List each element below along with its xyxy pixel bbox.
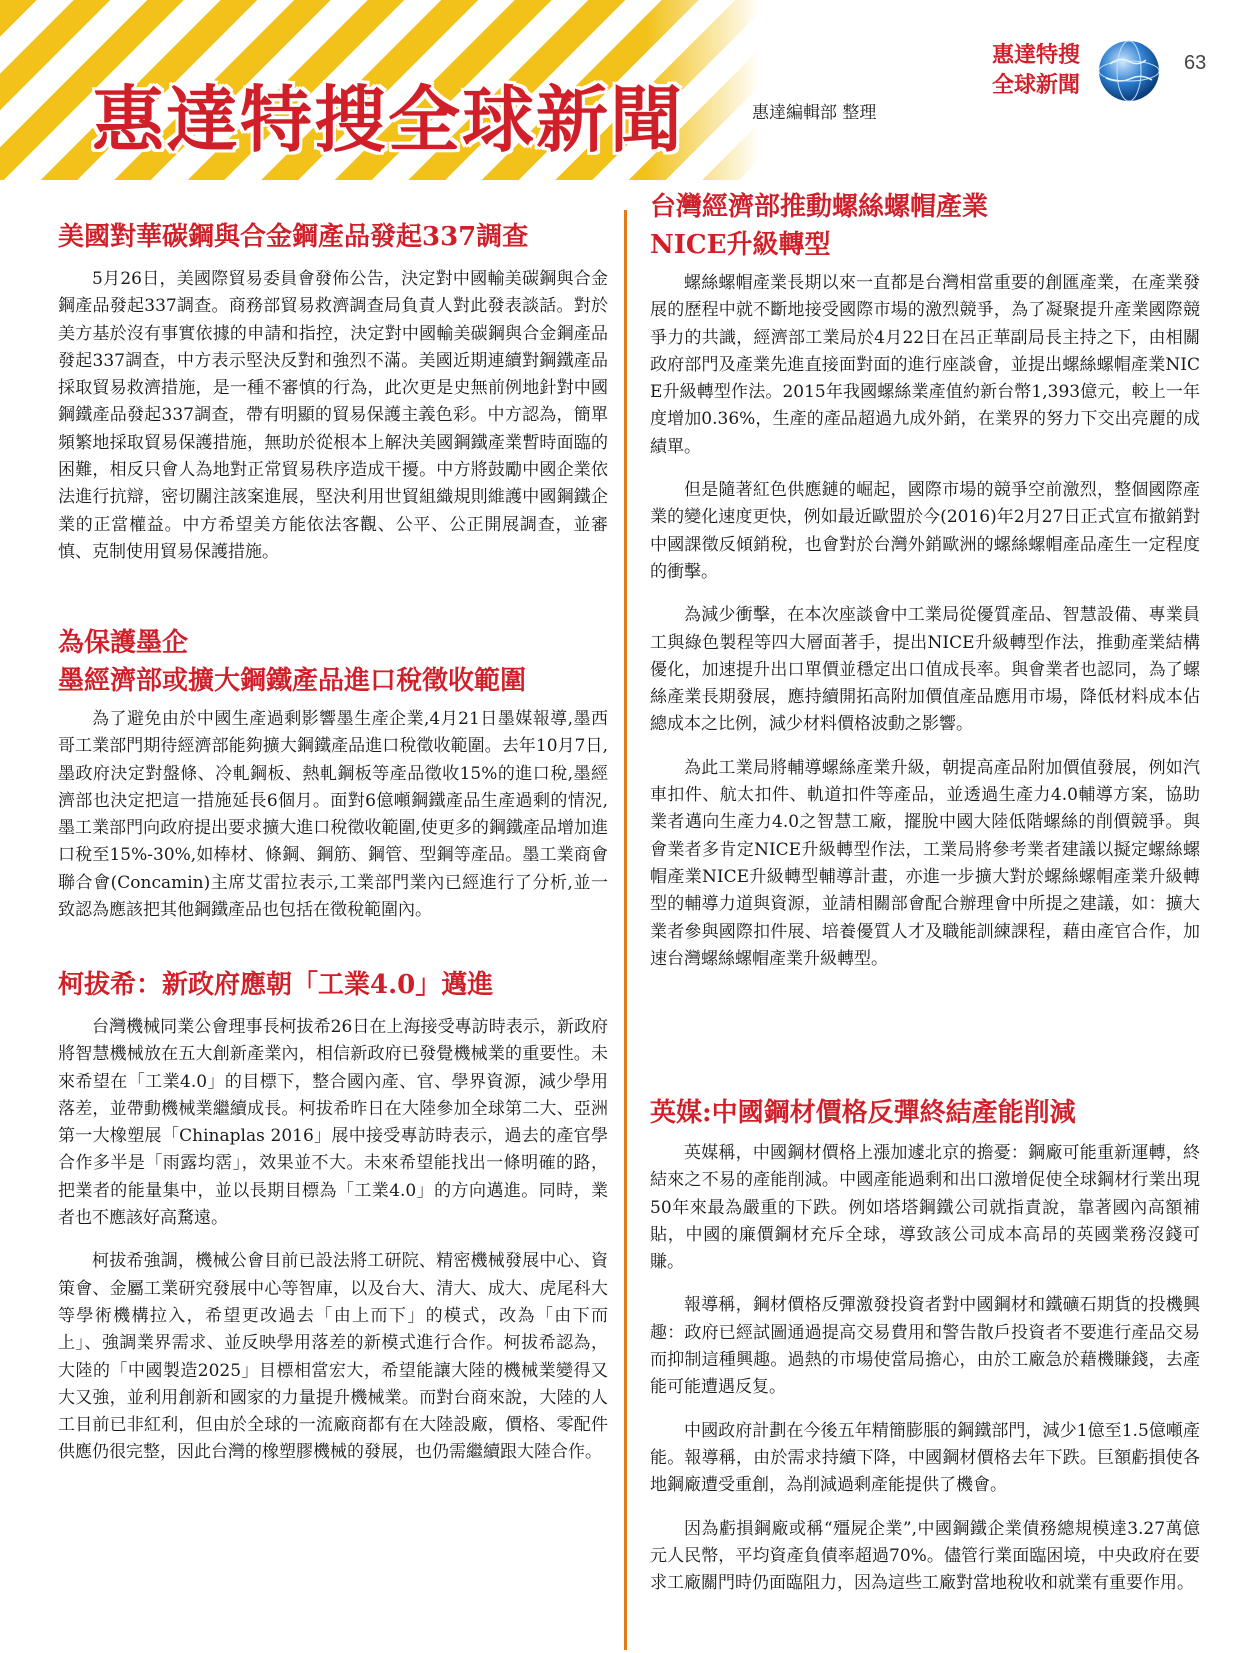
article-paragraph: 為此工業局將輔導螺絲產業升級，朝提高產品附加價值發展，例如汽車扣件、航太扣件、軌道扣件等產品，並透過生產力4.0輔導方案，協助業者邁向生產力4.0之智慧工廠，擺脫中國大陸低階螺絲的削價競爭。與會業者多肯定NICE升級轉型作法，工業局將參考業者建議以擬定螺絲螺帽產業NICE升級轉型輔導計畫，亦進一步擴大對於螺絲螺帽產業升級轉型的輔導力道與資源，並請相關部會配合辦理會中所提之建議，如：擴大業者參與國際扣件展、培養優質人才及職能訓練課程，藉由產官合作，加速台灣螺絲螺帽產業升級轉型。 xyxy=(650,757,1200,969)
headline-line: 美國對華碳鋼與合金鋼產品發起337調查 xyxy=(58,222,529,252)
article-taiwan-screws xyxy=(650,188,1200,989)
article-paragraph: 中國政府計劃在今後五年精簡膨脹的鋼鐵部門，減少1億至1.5億噸產能。報導稱，由於需求持續下降，中國鋼材價格去年下跌。巨額虧損使各地鋼廠遭受重創，為削減過剩產能提供了機會。 xyxy=(650,1420,1200,1496)
logo-line-1: 惠達特搜 xyxy=(992,43,1081,68)
article-china-steel-price xyxy=(650,1094,1200,1613)
article-paragraph: 台灣機械同業公會理事長柯拔希26日在上海接受專訪時表示，新政府將智慧機械放在五大創新產業內，相信新政府已發覺機械業的重要性。未來希望在「工業4.0」的目標下，整合國內產、官、學界資源，減少學用落差，並帶動機械業繼續成長。柯拔希昨日在大陸參加全球第二大、亞洲第一大橡塑展「Chinaplas 2016」展中接受專訪時表示，過去的產官學合作多半是「雨露均霑」，效果並不大。未來希望能找出一條明確的路，把業者的能量集中，並以長期目標為「工業4.0」的方向邁進。同時，業者也不應該好高騖遠。 xyxy=(58,1017,608,1229)
article-paragraph: 但是隨著紅色供應鏈的崛起，國際市場的競爭空前激烈，整個國際產業的變化速度更快，例如最近歐盟於今(2016)年2月27日正式宣布撤銷對中國課徵反傾銷稅，也會對於台灣外銷歐洲的螺絲螺帽產品產生一定程度的衝擊。 xyxy=(650,480,1200,582)
headline-line: 台灣經濟部推動螺絲螺帽產業 xyxy=(650,192,989,222)
article-us-steel-337 xyxy=(58,218,608,582)
article-headline xyxy=(650,188,1200,264)
article-headline xyxy=(650,1094,1200,1132)
masthead-title: 惠達特搜全球新聞 xyxy=(92,78,685,162)
corner-logo xyxy=(992,38,1192,104)
article-paragraph: 為了避免由於中國生產過剩影響墨生產企業,4月21日墨媒報導,墨西哥工業部門期待經濟部能夠擴大鋼鐵產品進口稅徵收範圍。去年10月7日,墨政府決定對盤條、冷軋鋼板、熱軋鋼板等產品徵收15%的進口稅,墨經濟部也決定把這一措施延長6個月。面對6億噸鋼鐵產品生產過剩的情況,墨工業部門向政府提出要求擴大進口稅徵收範圍,使更多的鋼鐵產品增加進口稅至15%-30%,如棒材、條鋼、鋼筋、鋼管、型鋼等產品。墨工業商會聯合會(Concamin)主席艾雷拉表示,工業部門業內已經進行了分析,並一致認為應該把其他鋼鐵產品也包括在徵稅範圍內。 xyxy=(58,709,608,921)
headline-line: NICE升級轉型 xyxy=(650,230,831,260)
logo-line-2: 全球新聞 xyxy=(992,73,1081,98)
headline-line: 英媒:中國鋼材價格反彈終結產能削減 xyxy=(650,1098,1076,1128)
article-paragraph: 英媒稱，中國鋼材價格上漲加遽北京的擔憂：鋼廠可能重新運轉，終結來之不易的產能削減。中國產能過剩和出口激增促使全球鋼材行業出現50年來最為嚴重的下跌。例如塔塔鋼鐵公司就指責說，靠著國內高額補貼，中國的廉價鋼材充斥全球，導致該公司成本高昂的英國業務沒錢可賺。 xyxy=(650,1143,1200,1273)
article-paragraph: 報導稱，鋼材價格反彈激發投資者對中國鋼材和鐵礦石期貨的投機興趣：政府已經試圖通過提高交易費用和警告散戶投資者不要進行產品交易而抑制這種興趣。過熱的市場使當局擔心，由於工廠急於藉機賺錢，去產能可能遭遇反复。 xyxy=(650,1295,1200,1398)
page-number: 63 xyxy=(1184,52,1207,74)
article-headline xyxy=(58,218,608,256)
column-divider xyxy=(624,210,627,1650)
article-paragraph: 因為虧損鋼廠或稱“殭屍企業”,中國鋼鐵企業債務總規模達3.27萬億元人民幣，平均資產負債率超過70%。儘管行業面臨困境，中央政府在要求工廠關門時仍面臨阻力，因為這些工廠對當地稅收和就業有重要作用。 xyxy=(650,1518,1200,1594)
article-industry-40 xyxy=(58,966,608,1483)
article-paragraph: 5月26日，美國際貿易委員會發佈公告，決定對中國輸美碳鋼與合金鋼產品發起337調查。商務部貿易救濟調查局負責人對此發表談話。對於美方基於沒有事實依據的申請和指控，決定對中國輸美碳鋼與合金鋼產品發起337調查，中方表示堅決反對和強烈不滿。美國近期連續對鋼鐵產品採取貿易救濟措施，是一種不審慎的行為，此次更是史無前例地針對中國鋼鐵產品發起337調查，帶有明顯的貿易保護主義色彩。中方認為，簡單頻繁地採取貿易保護措施，無助於從根本上解決美國鋼鐵產業暫時面臨的困難，相反只會人為地對正常貿易秩序造成干擾。中方將鼓勵中國企業依法進行抗辯，密切關注該案進展，堅決利用世貿組織規則維護中國鋼鐵企業的正當權益。中方希望美方能依法客觀、公平、公正開展調查，並審慎、克制使用貿易保護措施。 xyxy=(58,269,608,562)
article-mexico-tariff xyxy=(58,624,608,940)
editor-credit: 惠達編輯部 整理 xyxy=(752,103,877,123)
article-headline xyxy=(58,624,608,700)
headline-line: 柯拔希：新政府應朝「工業4.0」邁進 xyxy=(58,970,494,1000)
globe-icon xyxy=(1096,38,1162,104)
article-paragraph: 柯拔希強調，機械公會目前已設法將工研院、精密機械發展中心、資策會、金屬工業研究發展中心等智庫，以及台大、清大、成大、虎尾科大等學術機構拉入，希望更改過去「由上而下」的模式，改為「由下而上」、強調業界需求、並反映學用落差的新模式進行合作。柯拔希認為，大陸的「中國製造2025」目標相當宏大，希望能讓大陸的機械業變得又大又強，並利用創新和國家的力量提升機械業。而對台商來說，大陸的人工目前已非紅利，但由於全球的一流廠商都有在大陸設廠，價格、零配件供應仍很完整，因此台灣的橡塑膠機械的發展，也仍需繼續跟大陸合作。 xyxy=(58,1251,608,1463)
article-paragraph: 為減少衝擊，在本次座談會中工業局從優質產品、智慧設備、專業員工與綠色製程等四大層面著手，提出NICE升級轉型作法，推動產業結構優化，加速提升出口單價並穩定出口值成長率。與會業者也認同，為了螺絲產業長期發展，應持續開拓高附加價值產品應用市場，降低材料成本佔總成本之比例，減少材料價格波動之影響。 xyxy=(650,605,1200,735)
article-headline xyxy=(58,966,608,1004)
headline-line: 墨經濟部或擴大鋼鐵產品進口稅徵收範圍 xyxy=(58,666,527,696)
headline-line: 為保護墨企 xyxy=(58,628,189,658)
article-paragraph: 螺絲螺帽產業長期以來一直都是台灣相當重要的創匯產業，在產業發展的歷程中就不斷地接受國際市場的激烈競爭，為了凝聚提升產業國際競爭力的共識，經濟部工業局於4月22日在呂正華副局長主持之下，由相關政府部門及產業先進直接面對面的進行座談會，並提出螺絲螺帽產業NICE升級轉型作法。2015年我國螺絲業產值約新台幣1,393億元，較上一年度增加0.36%，生產的產品超過九成外銷，在業界的努力下交出亮麗的成績單。 xyxy=(650,273,1200,457)
